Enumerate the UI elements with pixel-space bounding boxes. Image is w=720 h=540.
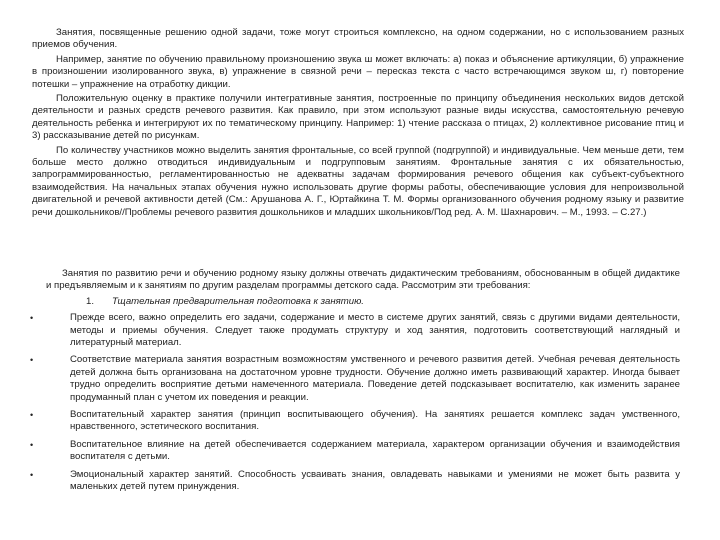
bullet-icon: • <box>30 313 34 324</box>
list-item-text: Эмоциональный характер занятий. Способность усваивать знания, овладевать навыками и умениями не может быть развита у маленьких детей путем принуждения. <box>70 468 680 493</box>
bullet-icon: • <box>30 355 34 366</box>
bullet-icon: • <box>30 469 34 480</box>
bullet-icon: • <box>30 410 34 421</box>
requirements-list <box>30 312 680 493</box>
list-item <box>30 468 680 494</box>
bullet-icon: • <box>30 439 34 450</box>
requirement-heading <box>46 296 680 308</box>
list-item <box>30 312 680 349</box>
list-item <box>30 409 680 434</box>
requirements-intro: Занятия по развитию речи и обучению родному языку должны отвечать дидактическим требованиям, обоснованным в общей дидактике и предъявляемым и к занятиям по другим разделам программы детского сада. Рассмотрим эти требования: <box>46 268 680 292</box>
requirement-number: 1. <box>86 295 95 307</box>
text-block-requirements <box>30 268 680 499</box>
text-block-lesson-types <box>32 27 684 221</box>
requirement-heading-text: Тщательная предварительная подготовка к занятию. <box>112 295 364 307</box>
list-item <box>30 438 680 464</box>
list-item-text: Соответствие материала занятия возрастным возможностям умственного и речевого развития детей. Учебная речевая деятельность детей должна быть организована на достаточном уровне трудности. Обучение должно иметь развивающий характер. Иногда бывает трудно определить восприятие детьми намеченного материала. Поведение детей подсказывает воспитателю, как изменить заранее продуманный план с учетом их поведения и реакции. <box>70 354 680 403</box>
paragraph: Занятия, посвященные решению одной задачи, тоже могут строиться комплексно, на одном содержании, но с использованием разных приемов обучения. <box>32 27 684 51</box>
paragraph: Положительную оценку в практике получили интегративные занятия, построенные по принципу объединения нескольких видов детской деятельности и разных средств речевого развития. Как правило, при этом используют разные виды искусства, самостоятельную речевую деятельность ребенка и интегрируют их по тематическому принципу. Например: 1) чтение рассказа о птицах, 2) коллективное рисование птиц и 3) рассказывание детей по рисункам. <box>32 93 684 142</box>
list-item-text: Прежде всего, важно определить его задачи, содержание и место в системе других занятий, связь с другими видами деятельности, методы и приемы обучения. Следует также продумать структуру и ход занятия, подготовить соответствующий наглядный и литературный материал. <box>70 312 680 349</box>
paragraph: По количеству участников можно выделить занятия фронтальные, со всей группой (подгруппой) и индивидуальные. Чем меньше дети, тем больше место должно отводиться индивидуальным и подгрупповым занятиям. Фронтальные занятия с их обязательностью, запрограммированностью, регламентированностью не адекватны задачам формирования речевого общения как субъект-субъектного взаимодействия. На начальных этапах обучения нужно использовать другие формы работы, обеспечивающие условия для непроизвольной двигательной и речевой активности детей (См.: Арушанова А. Г., Юртайкина Т. М. Формы организованного обучения родному языку и развитие речи дошкольников//Проблемы речевого развития дошкольников и младших школьников/Под ред. А. М. Шахнарович. – М., 1993. – С.27.) <box>32 144 684 218</box>
list-item <box>30 354 680 404</box>
paragraph: Например, занятие по обучению правильному произношению звука ш может включать: а) показ и объяснение артикуляции, б) упражнение в произношении изолированного звука, в) упражнение в связной речи – пересказ текста с часто встречающимся звуком ш, г) повторение потешки – упражнение на отработку дикции. <box>32 53 684 90</box>
list-item-text: Воспитательное влияние на детей обеспечивается содержанием материала, характером организации обучения и взаимодействия воспитателя с детьми. <box>70 438 680 463</box>
list-item-text: Воспитательный характер занятия (принцип воспитывающего обучения). На занятиях решается комплекс задач умственного, нравственного, эстетического воспитания. <box>70 409 680 433</box>
